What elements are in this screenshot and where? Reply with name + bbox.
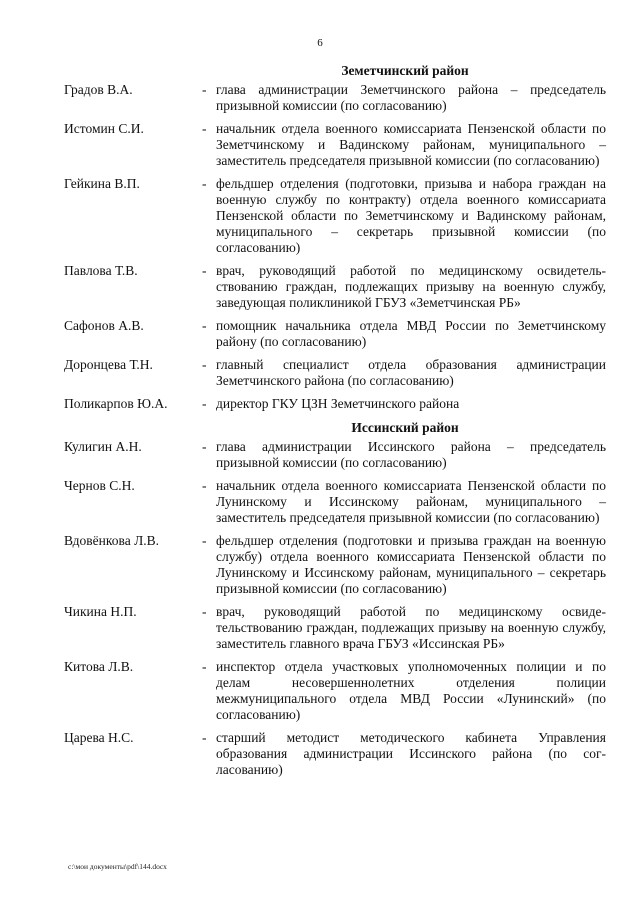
section-zemetchinsky (64, 62, 606, 412)
member-name: Гейкина В.П. (64, 176, 140, 191)
list-item (64, 604, 606, 652)
list-item (64, 659, 606, 723)
member-name: Доронцева Т.Н. (64, 357, 153, 372)
member-position: врач, руководящий работой по медицинскому освидетель-ствованию граждан, подлежащих призыву на военную службу, заведующая поликлиникой ГБУЗ «Земетчинская РБ» (216, 263, 606, 310)
member-name: Истомин С.И. (64, 121, 144, 136)
section-issinsky (64, 419, 606, 778)
dash: - (202, 478, 207, 493)
list-item (64, 357, 606, 389)
member-position: начальник отдела военного комиссариата Пензенской области по Земетчинскому и Вадинскому районам, муниципального – заместитель председателя призывной комиссии (по согласованию) (216, 121, 606, 168)
member-name: Вдовёнкова Л.В. (64, 533, 159, 548)
section-title: Иссинский район (351, 420, 459, 435)
list-item (64, 533, 606, 597)
member-name: Чикина Н.П. (64, 604, 137, 619)
list-item (64, 439, 606, 471)
member-name: Поликарпов Ю.А. (64, 396, 168, 411)
member-position: врач, руководящий работой по медицинскому освиде-тельствованию граждан, подлежащих призыву на военную службу, заместитель главного врача ГБУЗ «Иссинская РБ» (216, 604, 606, 651)
list-item (64, 318, 606, 350)
member-name: Кулигин А.Н. (64, 439, 142, 454)
list-item (64, 396, 606, 412)
member-name: Сафонов А.В. (64, 318, 144, 333)
member-position: фельдшер отделения (подготовки и призыва граждан на военную службу) отдела военного комиссариата Пензенской области по Лунинскому и Иссинскому районам, муниципального – секретарь призывной комиссии (по согласованию) (216, 533, 606, 596)
dash: - (202, 176, 207, 191)
member-position: глава администрации Земетчинского района – председатель призывной комиссии (по согласованию) (216, 82, 606, 113)
member-name: Павлова Т.В. (64, 263, 138, 278)
dash: - (202, 533, 207, 548)
member-position: старший методист методического кабинета Управления образования администрации Иссинского района (по сог-ласованию) (216, 730, 606, 777)
member-name: Царева Н.С. (64, 730, 134, 745)
list-item (64, 730, 606, 778)
dash: - (202, 318, 207, 333)
list-item (64, 263, 606, 311)
list-item (64, 121, 606, 169)
member-name: Китова Л.В. (64, 659, 134, 674)
dash: - (202, 263, 207, 278)
member-name: Чернов С.Н. (64, 478, 135, 493)
list-item (64, 176, 606, 256)
member-position: главный специалист отдела образования администрации Земетчинского района (по согласованию) (216, 357, 606, 388)
dash: - (202, 396, 207, 411)
dash: - (202, 659, 207, 674)
member-position: начальник отдела военного комиссариата Пензенской области по Лунинскому и Иссинскому районам, муниципального – заместитель председателя призывной комиссии (по согласованию) (216, 478, 606, 525)
document-body (64, 62, 606, 785)
section-title: Земетчинский район (341, 63, 469, 78)
member-position: директор ГКУ ЦЗН Земетчинского района (216, 396, 460, 411)
dash: - (202, 439, 207, 454)
file-path-footer: c:\мои документы\pdf\144.docx (68, 862, 167, 871)
member-name: Градов В.А. (64, 82, 133, 97)
dash: - (202, 82, 207, 97)
member-position: помощник начальника отдела МВД России по Земетчинскому району (по согласованию) (216, 318, 606, 349)
dash: - (202, 604, 207, 619)
member-position: фельдшер отделения (подготовки, призыва и набора граждан на военную службу по контракту) отдела военного комиссариата Пензенской области по Земетчинскому и Вадинскому районам, муниципального – секретарь призывной комиссии (по согласованию) (216, 176, 606, 255)
list-item (64, 82, 606, 114)
list-item (64, 478, 606, 526)
dash: - (202, 357, 207, 372)
dash: - (202, 121, 207, 136)
member-position: глава администрации Иссинского района – председатель призывной комиссии (по согласованию) (216, 439, 606, 470)
page-number: 6 (317, 37, 323, 49)
member-position: инспектор отдела участковых уполномоченных полиции и по делам несовершеннолетних отделения полиции межмуниципального отдела МВД России «Лунинский» (по согласованию) (216, 659, 606, 722)
dash: - (202, 730, 207, 745)
